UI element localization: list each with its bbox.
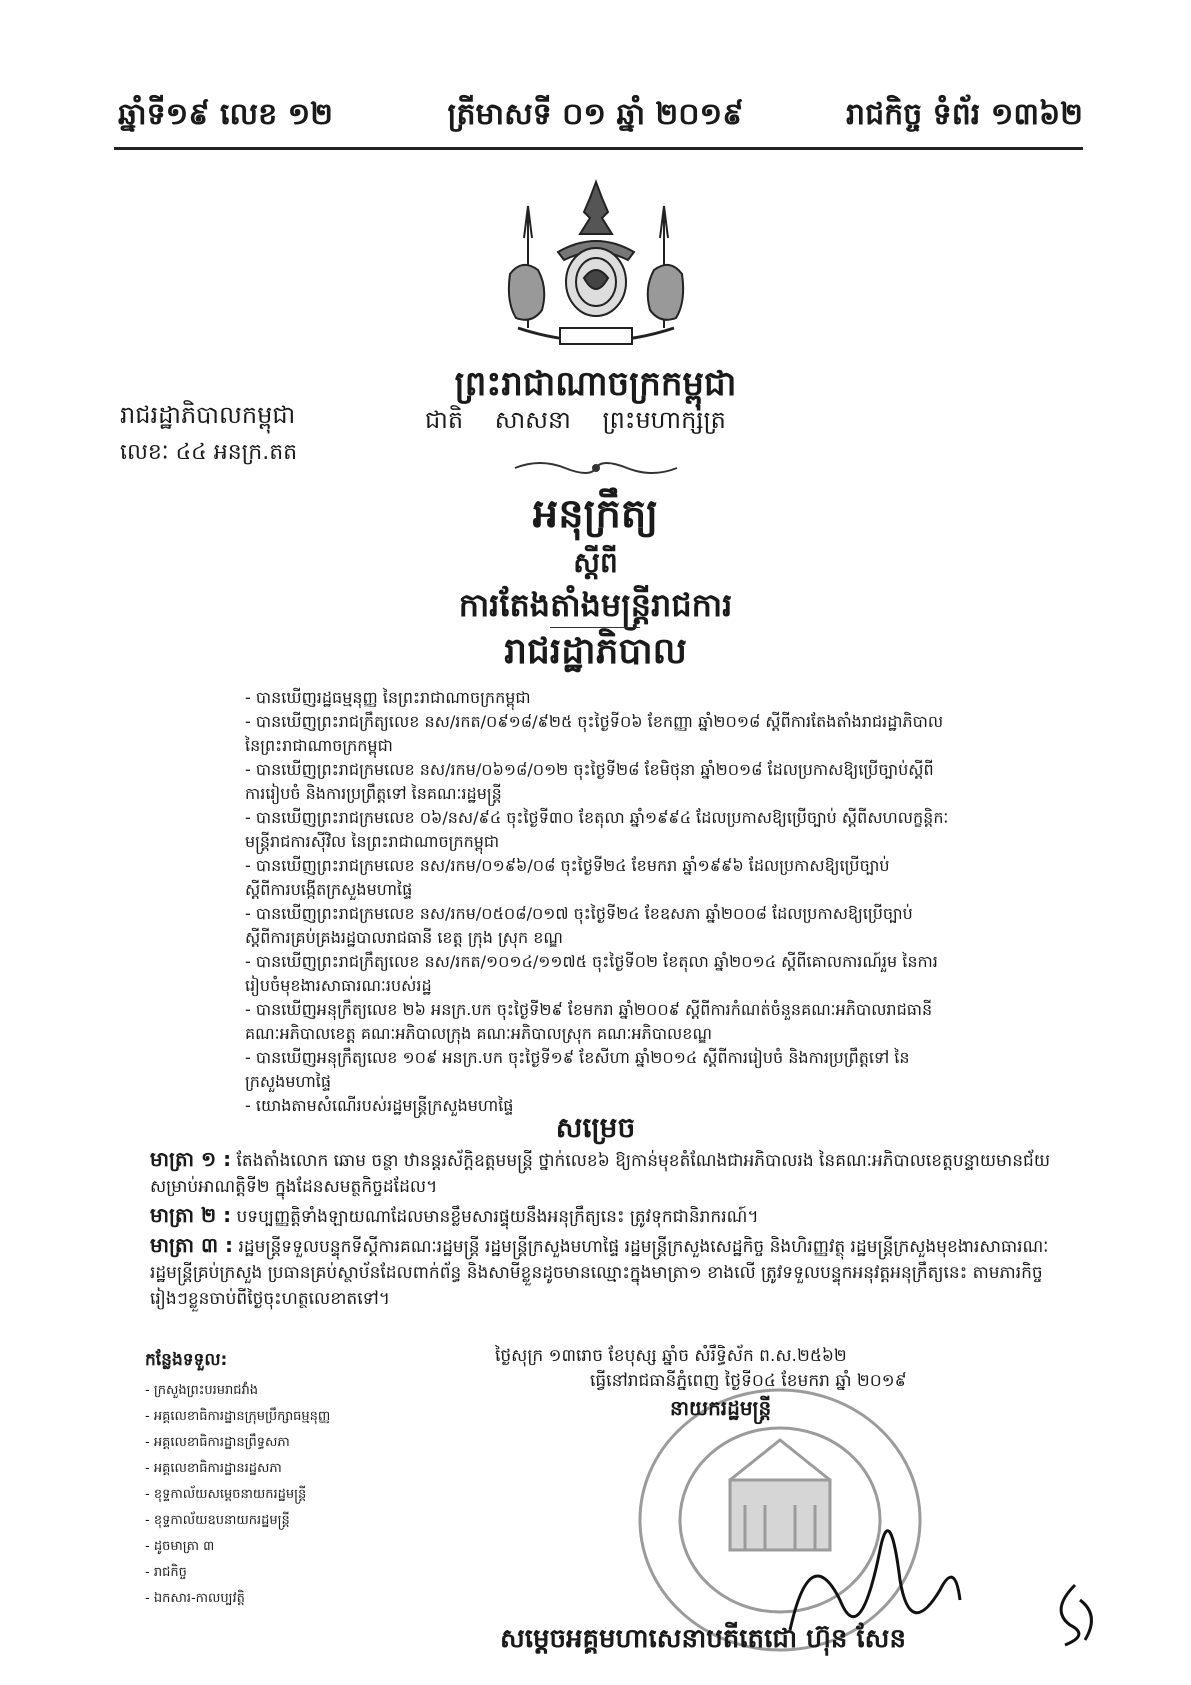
consideration-line: មន្ត្រីរាជការស៊ីវិល នៃព្រះរាជាណាចក្រកម្ពុជា	[245, 832, 500, 851]
article-label: មាត្រា ៣ :	[150, 1233, 234, 1257]
initials-signature-icon	[1040, 1580, 1110, 1650]
consideration-line: - បានឃើញរដ្ឋធម្មនុញ្ញ នៃព្រះរាជាណាចក្រកម្ពុជា	[245, 688, 531, 707]
article-2	[150, 1202, 1060, 1230]
consideration-line: - បានឃើញព្រះរាជក្រមលេខ នស/រកម/០១៩៦/០៨ ចុះថ្ងៃទី២៤ ខែមករា ឆ្នាំ១៩៩៦ ដែលប្រកាសឱ្យប្រើច្បាប់	[245, 856, 890, 875]
consideration-line: - បានឃើញអនុក្រឹត្យលេខ ២៦ អនក្រ.បក ចុះថ្ងៃទី២៩ ខែមករា ឆ្នាំ២០០៩ ស្ដីពីការកំណត់ចំនួនគណៈអភិបាលរាជធានី	[245, 1000, 933, 1019]
recipient-item: - រាជកិច្ច	[145, 1565, 187, 1580]
consideration-line: - យោងតាមសំណើរបស់រដ្ឋមន្ត្រីក្រសួងមហាផ្ទៃ	[245, 1096, 514, 1115]
consideration-line: - បានឃើញព្រះរាជក្រមលេខ នស/រកម/០៥០៨/០១៧ ចុះថ្ងៃទី២៤ ខែឧសភា ឆ្នាំ២០០៨ ដែលប្រកាសឱ្យប្រើច្បាប់	[245, 904, 913, 923]
article-text: រដ្ឋមន្ត្រីទទួលបន្ទុកទីស្ដីការគណៈរដ្ឋមន្ត្រី រដ្ឋមន្ត្រីក្រសួងមហាផ្ទៃ រដ្ឋមន្ត្រីក្រសួងសេដ្ឋកិច្ច និងហិរញ្ញវត្ថុ រដ្ឋមន្ត្រីក្រសួងមុខងារសាធារណៈ រដ្ឋមន្ត្រីគ្រប់ក្រសួង ប្រធានគ្រប់ស្ថាប័នដែលពាក់ព័ន្ធ និងសាមីខ្លួនដូចមានឈ្មោះក្នុងមាត្រា១ ខាងលើ ត្រូវទទួលបន្ទុកអនុវត្តអនុក្រឹត្យនេះ តាមភារកិច្ចរៀងៗខ្លួនចាប់ពីថ្ងៃចុះហត្ថលេខាតទៅ។	[150, 1237, 1049, 1309]
consideration-line: - បានឃើញព្រះរាជក្រឹត្យលេខ នស/រកត/១០១៤/១១៧៥ ចុះថ្ងៃទី០២ ខែតុលា ឆ្នាំ២០១៤ ស្ដីពីគោលការណ៍រួម នៃការ	[245, 952, 938, 971]
royal-coat-of-arms-icon	[498, 178, 694, 360]
government-name: រាជរដ្ឋាភិបាលកម្ពុជា	[120, 401, 296, 429]
recipient-item: - ក្រសួងព្រះបរមរាជវាំង	[145, 1383, 259, 1398]
consideration-line: ស្ដីពីការគ្រប់គ្រងរដ្ឋបាលរាជធានី ខេត្ត ក្រុង ស្រុក ខណ្ឌ	[245, 928, 563, 947]
article-text: តែងតាំងលោក ឆោម ចន្ថា ឋានន្តរស័ក្តិឧត្តមមន្ត្រី ថ្នាក់លេខ៦ ឱ្យកាន់មុខតំណែងជាអភិបាលរង នៃគណៈអភិបាលខេត្តបន្ទាយមានជ័យ សម្រាប់អាណត្តិទី២ ក្នុងដែនសមត្ថកិច្ចដដែល។	[150, 1151, 1051, 1197]
article-1	[150, 1146, 1060, 1200]
recipient-item: - ខុទ្ទកាល័យសម្ដេចនាយករដ្ឋមន្ត្រី	[145, 1487, 307, 1502]
recipient-item: - អគ្គលេខាធិការដ្ឋានព្រឹទ្ធសភា	[145, 1435, 290, 1450]
recipient-item: - ដូចមាត្រា ៣	[145, 1539, 215, 1554]
consideration-line: - បានឃើញអនុក្រឹត្យលេខ ១០៩ អនក្រ.បក ចុះថ្ងៃទី១៩ ខែសីហា ឆ្នាំ២០១៤ ស្ដីពីការរៀបចំ និងការប្រព្រឹត្តទៅ នៃ	[245, 1048, 910, 1067]
recipients-title: កន្លែងទទួល:	[145, 1350, 228, 1370]
consideration-line: គណៈអភិបាលខេត្ត គណៈអភិបាលក្រុង គណៈអភិបាលស្រុក គណៈអភិបាលខណ្ឌ	[245, 1024, 712, 1043]
document-number: លេខៈ ៤៤ អនក្រ.តត	[120, 440, 298, 465]
document-type-title: អនុក្រឹត្យ	[532, 491, 659, 537]
header-rule	[114, 147, 1083, 150]
title-about: ស្ដីពី	[573, 546, 618, 579]
title-subject: ការតែងតាំងមន្ត្រីរាជការ	[458, 586, 733, 624]
consideration-line: - បានឃើញព្រះរាជក្រមលេខ ០៦/នស/៩៤ ចុះថ្ងៃទី៣០ ខែតុលា ឆ្នាំ១៩៩៤ ដែលប្រកាសឱ្យប្រើច្បាប់ ស្ដីពីសហលក្ខន្តិកៈ	[245, 808, 949, 827]
signatory-office: នាយករដ្ឋមន្ត្រី	[670, 1396, 772, 1420]
consideration-line: រៀបចំមុខងារសាធារណៈរបស់រដ្ឋ	[245, 976, 432, 995]
date-solar: ធ្វើនៅរាជធានីភ្នំពេញ ថ្ងៃទី០៤ ខែមករា ឆ្នាំ ២០១៩	[590, 1371, 907, 1391]
consideration-line: - បានឃើញព្រះរាជក្រឹត្យលេខ នស/រកត/០៩១៨/៩២៥ ចុះថ្ងៃទី០៦ ខែកញ្ញា ឆ្នាំ២០១៨ ស្ដីពីការតែងតាំងរាជរដ្ឋាភិបាល	[245, 712, 944, 731]
recipient-item: - ឯកសារ-កាលប្បវត្តិ	[145, 1591, 245, 1606]
gazette-year-issue: ឆ្នាំទី១៩ លេខ ១២	[118, 97, 333, 132]
recipient-item: - អគ្គលេខាធិការដ្ឋានក្រុមប្រឹក្សាធម្មនុញ្ញ	[145, 1409, 331, 1424]
gazette-page: រាជកិច្ច ទំព័រ ១៣៦២	[846, 97, 1083, 132]
national-motto: ជាតិ សាសនា ព្រះមហាក្សត្រ	[425, 406, 726, 434]
article-text: បទប្បញ្ញត្តិទាំងឡាយណាដែលមានខ្លឹមសារផ្ទុយនឹងអនុក្រឹត្យនេះ ត្រូវទុកជានិរាករណ៍។	[236, 1207, 759, 1227]
recipient-item: - ខុទ្ទកាល័យឧបនាយករដ្ឋមន្ត្រី	[145, 1513, 290, 1528]
article-3	[150, 1232, 1060, 1312]
kingdom-name: ព្រះរាជាណាចក្រកម្ពុជា	[454, 364, 737, 404]
consideration-line: ការរៀបចំ និងការប្រព្រឹត្តទៅ នៃគណៈរដ្ឋមន្ត្រី	[245, 784, 502, 803]
ornament-divider-icon	[0, 456, 1191, 480]
consideration-line: នៃព្រះរាជាណាចក្រកម្ពុជា	[245, 736, 393, 755]
consideration-line: ក្រសួងមហាផ្ទៃ	[245, 1072, 332, 1091]
date-lunar: ថ្ងៃសុក្រ ១៣រោច ខែបុស្ស ឆ្នាំច សំរឹទ្ធិស័ក ព.ស.២៥៦២	[495, 1346, 847, 1366]
consideration-line: ស្ដីពីការបង្កើតក្រសួងមហាផ្ទៃ	[245, 880, 413, 899]
recipient-item: - អគ្គលេខាធិការដ្ឋានរដ្ឋសភា	[145, 1461, 282, 1476]
recipients-block	[145, 1349, 475, 1612]
considerations-list	[245, 686, 1065, 1118]
article-label: មាត្រា ២ :	[150, 1203, 232, 1227]
gazette-quarter: ត្រីមាសទី ០១ ឆ្នាំ ២០១៩	[447, 97, 744, 132]
decision-heading: សម្រេច	[555, 1111, 636, 1144]
article-label: មាត្រា ១ :	[150, 1147, 232, 1171]
issuer-name: រាជរដ្ឋាភិបាល	[504, 631, 687, 672]
consideration-line: - បានឃើញព្រះរាជក្រមលេខ នស/រកម/០៦១៨/០១២ ចុះថ្ងៃទី២៨ ខែមិថុនា ឆ្នាំ២០១៨ ដែលប្រកាសឱ្យប្រើច្បាប់ស្ដីពី	[245, 760, 934, 779]
signer-name: សម្ដេចអគ្គមហាសេនាបតីតេជោ ហ៊ុន សែន	[500, 1624, 906, 1654]
